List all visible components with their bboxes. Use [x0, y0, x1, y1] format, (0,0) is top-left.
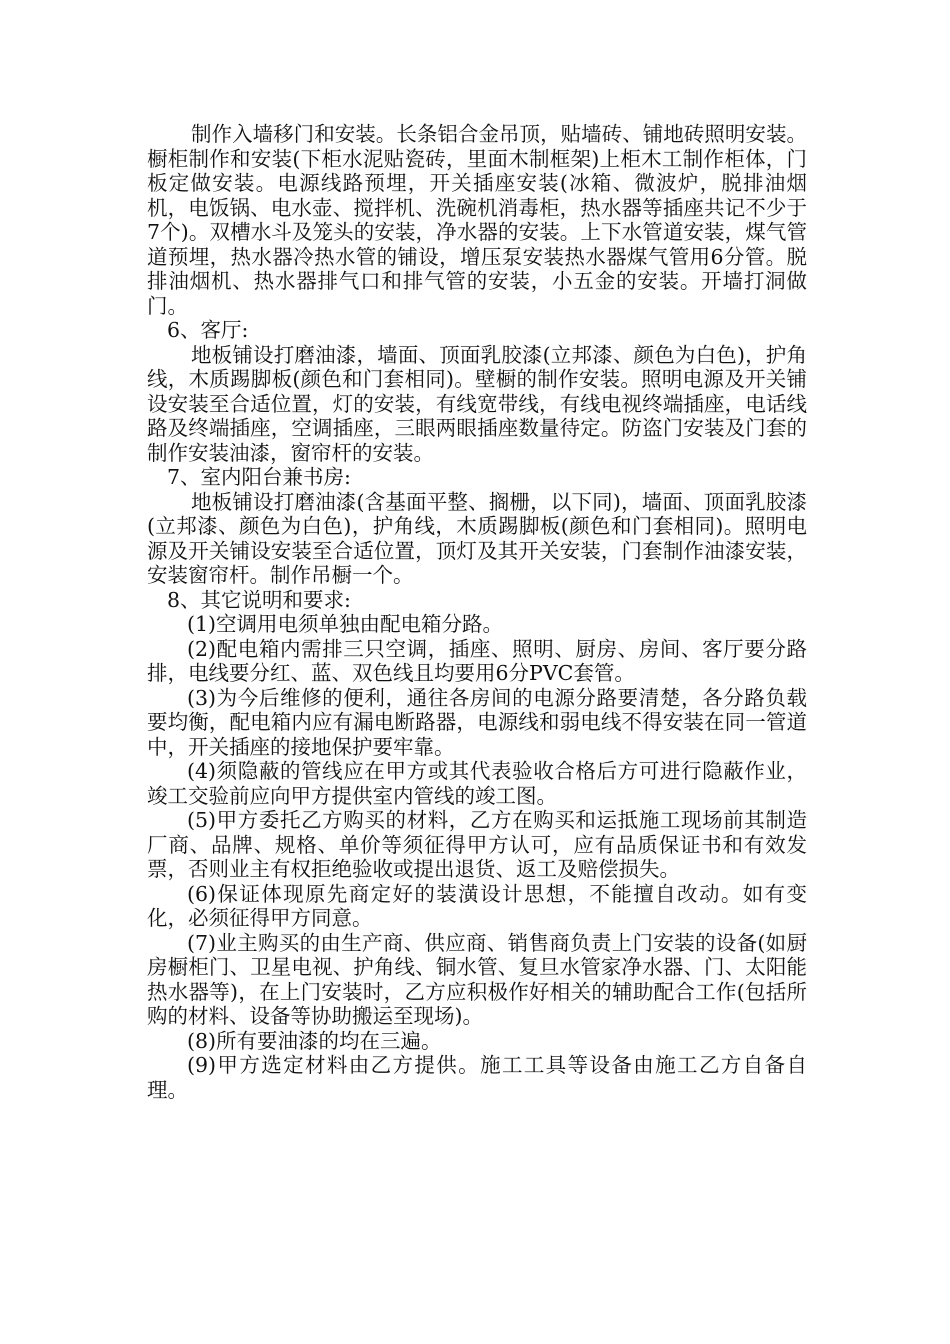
- requirement-item-9: (9)甲方选定材料由乙方提供。施工工具等设备由施工乙方自备自理。: [147, 1053, 807, 1102]
- living-room-paragraph: 地板铺设打磨油漆，墙面、顶面乳胶漆(立邦漆、颜色为白色)，护角线，木质踢脚板(颜色和门套相同)。壁橱的制作安装。照明电源及开关铺设安装至合适位置，灯的安装，有线宽带线，有线电视终端插座，电话线路及终端插座，空调插座，三眼两眼插座数量待定。防盗门安装及门套的制作安装油漆，窗帘杆的安装。: [147, 342, 807, 465]
- section-heading-balcony-study: 7、室内阳台兼书房:: [167, 465, 351, 489]
- requirement-item-5: (5)甲方委托乙方购买的材料，乙方在购买和运抵施工现场前其制造厂商、品牌、规格、单价等须征得甲方认可，应有品质保证书和有效发票，否则业主有权拒绝验收或提出退货、返工及赔偿损失。: [147, 808, 807, 881]
- balcony-study-paragraph: 地板铺设打磨油漆(含基面平整、搁栅，以下同)，墙面、顶面乳胶漆(立邦漆、颜色为白色)，护角线，木质踢脚板(颜色和门套相同)。照明电源及开关铺设安装至合适位置，顶灯及其开关安装，门套制作油漆安装，安装窗帘杆。制作吊橱一个。: [147, 489, 807, 587]
- requirement-item-2: (2)配电箱内需排三只空调，插座、照明、厨房、房间、客厅要分路排，电线要分红、蓝、双色线且均要用6分PVC套管。: [147, 636, 807, 685]
- requirement-item-4: (4)须隐蔽的管线应在甲方或其代表验收合格后方可进行隐蔽作业，竣工交验前应向甲方提供室内管线的竣工图。: [147, 759, 807, 808]
- requirement-item-3: (3)为今后维修的便利，通往各房间的电源分路要清楚，各分路负载要均衡，配电箱内应有漏电断路器，电源线和弱电线不得安装在同一管道中，开关插座的接地保护要牢靠。: [147, 685, 807, 759]
- document-body: [147, 122, 807, 1102]
- requirement-item-7: (7)业主购买的由生产商、供应商、销售商负责上门安装的设备(如厨房橱柜门、卫星电视、护角线、铜水管、复旦水管家净水器、门、太阳能热水器等)，在上门安装时，乙方应积极作好相关的辅助配合工作(包括所购的材料、设备等协助搬运至现场)。: [147, 930, 807, 1028]
- kitchen-paragraph: 制作入墙移门和安装。长条铝合金吊顶，贴墙砖、铺地砖照明安装。橱柜制作和安装(下柜水泥贴瓷砖，里面木制框架)上柜木工制作柜体，门板定做安装。电源线路预埋，开关插座安装(冰箱、微波炉，脱排油烟机，电饭锅、电水壶、搅拌机、洗碗机消毒柜，热水器等插座共记不少于7个)。双槽水斗及笼头的安装，净水器的安装。上下水管道安装，煤气管道预埋，热水器冷热水管的铺设，增压泵安装热水器煤气管用6分管。脱排油烟机、热水器排气口和排气管的安装，小五金的安装。开墙打洞做门。: [147, 122, 807, 318]
- requirement-item-6: (6)保证体现原先商定好的装潢设计思想，不能擅自改动。如有变化，必须征得甲方同意。: [147, 881, 807, 930]
- requirement-item-1: (1)空调用电须单独由配电箱分路。: [187, 612, 504, 636]
- section-heading-other-notes: 8、其它说明和要求:: [167, 587, 351, 612]
- section-heading-living-room: 6、客厅:: [167, 318, 249, 342]
- requirement-item-8: (8)所有要油漆的均在三遍。: [187, 1028, 442, 1053]
